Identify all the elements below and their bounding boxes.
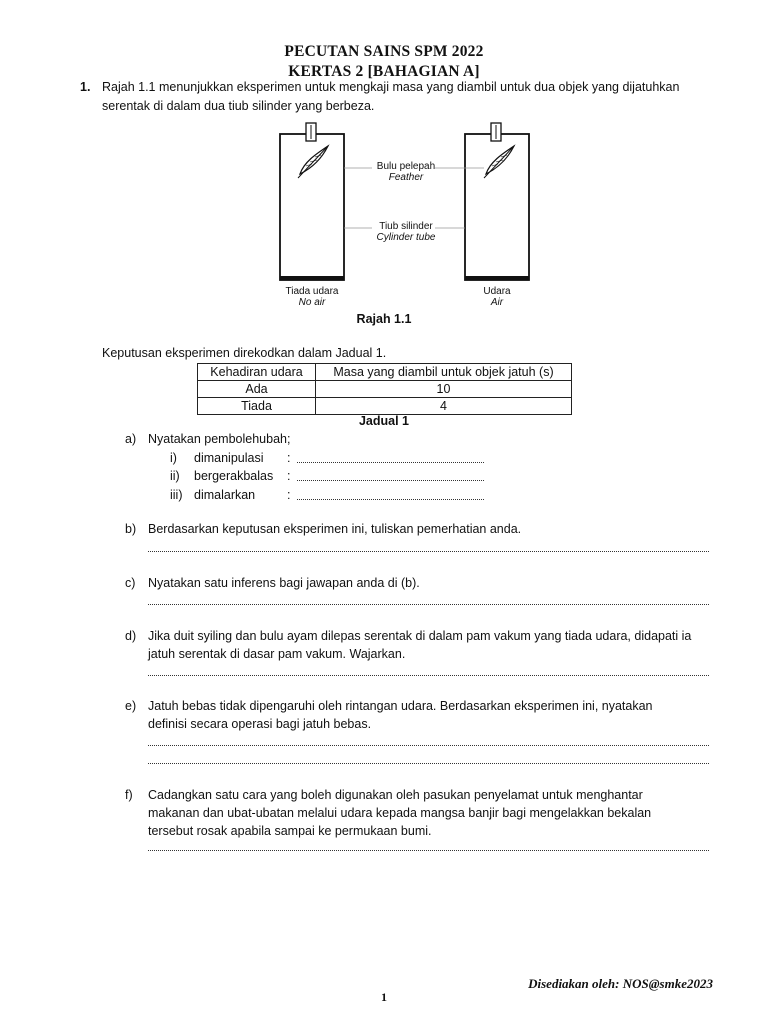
part-a-item-name: dimanipulasi xyxy=(194,451,264,465)
question-number: 1. xyxy=(80,80,91,94)
part-d-label: d) xyxy=(125,629,137,643)
answer-line[interactable] xyxy=(148,675,709,676)
part-a-item-num: iii) xyxy=(170,488,183,502)
tube-label-ms: Tiub silinder xyxy=(379,221,433,232)
feather-icon xyxy=(484,146,514,178)
air-label-ms: Udara xyxy=(483,286,511,297)
page-title: PECUTAN SAINS SPM 2022 xyxy=(284,43,484,60)
table-caption: Jadual 1 xyxy=(358,414,410,428)
answer-line[interactable] xyxy=(297,462,484,463)
table-cell: 10 xyxy=(316,381,572,398)
table-row xyxy=(198,398,572,415)
part-b-text: Berdasarkan keputusan eksperimen ini, tuliskan pemerhatian anda. xyxy=(148,522,522,536)
question-intro-line2: serentak di dalam dua tiub silinder yang berbeza. xyxy=(102,99,375,113)
part-b-label: b) xyxy=(125,522,137,536)
answer-line[interactable] xyxy=(148,745,709,746)
part-c-label: c) xyxy=(125,576,136,590)
part-f-label: f) xyxy=(125,788,133,802)
part-e-text-line1: Jatuh bebas tidak dipengaruhi oleh rintangan udara. Berdasarkan eksperimen ini, nyatakan xyxy=(148,699,653,713)
table-row xyxy=(198,381,572,398)
page-subtitle: KERTAS 2 [BAHAGIAN A] xyxy=(288,63,480,80)
part-a-label: a) xyxy=(125,432,137,446)
answer-line[interactable] xyxy=(297,499,484,500)
part-a-item-num: i) xyxy=(170,451,177,465)
no-air-label-ms: Tiada udara xyxy=(285,286,339,297)
answer-line[interactable] xyxy=(148,551,709,552)
feather-label-ms: Bulu pelepah xyxy=(376,161,436,172)
table-header-row xyxy=(198,364,572,381)
part-a-colon: : xyxy=(287,488,291,502)
part-a-text: Nyatakan pembolehubah; xyxy=(148,432,291,446)
part-a-colon: : xyxy=(287,469,291,483)
tube-label-en: Cylinder tube xyxy=(376,232,436,243)
tube-label xyxy=(366,221,446,243)
feather-label xyxy=(366,161,446,183)
part-e-label: e) xyxy=(125,699,137,713)
part-f-text-line1: Cadangkan satu cara yang boleh digunakan oleh pasukan penyelamat untuk menghantar xyxy=(148,788,643,802)
no-air-label-en: No air xyxy=(298,297,326,308)
table-intro: Keputusan eksperimen direkodkan dalam Jadual 1. xyxy=(102,346,387,360)
answer-line[interactable] xyxy=(148,604,709,605)
page-number: 1 xyxy=(381,990,387,1004)
air-label xyxy=(455,286,539,308)
experiment-diagram xyxy=(270,118,570,290)
question-intro-line1: Rajah 1.1 menunjukkan eksperimen untuk mengkaji masa yang diambil untuk dua objek yang dijatuhkan xyxy=(102,80,680,94)
cylinder-tube-no-air xyxy=(280,123,344,280)
table-header-cell: Kehadiran udara xyxy=(198,364,316,381)
footer-credit: Disediakan oleh: NOS@smke2023 xyxy=(528,976,713,991)
part-a-item-num: ii) xyxy=(170,469,180,483)
part-e-text-line2: definisi secara operasi bagi jatuh bebas. xyxy=(148,717,372,731)
part-a-colon: : xyxy=(287,451,291,465)
part-a-item-name: bergerakbalas xyxy=(194,469,274,483)
table-header-cell: Masa yang diambil untuk objek jatuh (s) xyxy=(316,364,572,381)
table-cell: 4 xyxy=(316,398,572,415)
part-d-text-line2: jatuh serentak di dasar pam vakum. Wajarkan. xyxy=(148,647,406,661)
answer-line[interactable] xyxy=(148,850,709,851)
feather-label-en: Feather xyxy=(388,172,424,183)
cylinder-tube-air xyxy=(465,123,529,280)
feather-icon xyxy=(298,146,328,178)
part-c-text: Nyatakan satu inferens bagi jawapan anda di (b). xyxy=(148,576,420,590)
part-d-text-line1: Jika duit syiling dan bulu ayam dilepas serentak di dalam pam vakum yang tiada udara, didapati ia xyxy=(148,629,692,643)
part-a-item-name: dimalarkan xyxy=(194,488,256,502)
no-air-label xyxy=(270,286,354,308)
part-f-text-line3: tersebut rosak apabila sampai ke permukaan bumi. xyxy=(148,824,432,838)
answer-line[interactable] xyxy=(297,480,484,481)
part-f-text-line2: makanan dan ubat-ubatan melalui udara kepada mangsa banjir bagi mengelakkan bekalan xyxy=(148,806,652,820)
air-label-en: Air xyxy=(490,297,504,308)
figure-caption: Rajah 1.1 xyxy=(356,312,412,326)
table-cell: Ada xyxy=(198,381,316,398)
answer-line[interactable] xyxy=(148,763,709,764)
table-cell: Tiada xyxy=(198,398,316,415)
results-table xyxy=(197,363,572,415)
